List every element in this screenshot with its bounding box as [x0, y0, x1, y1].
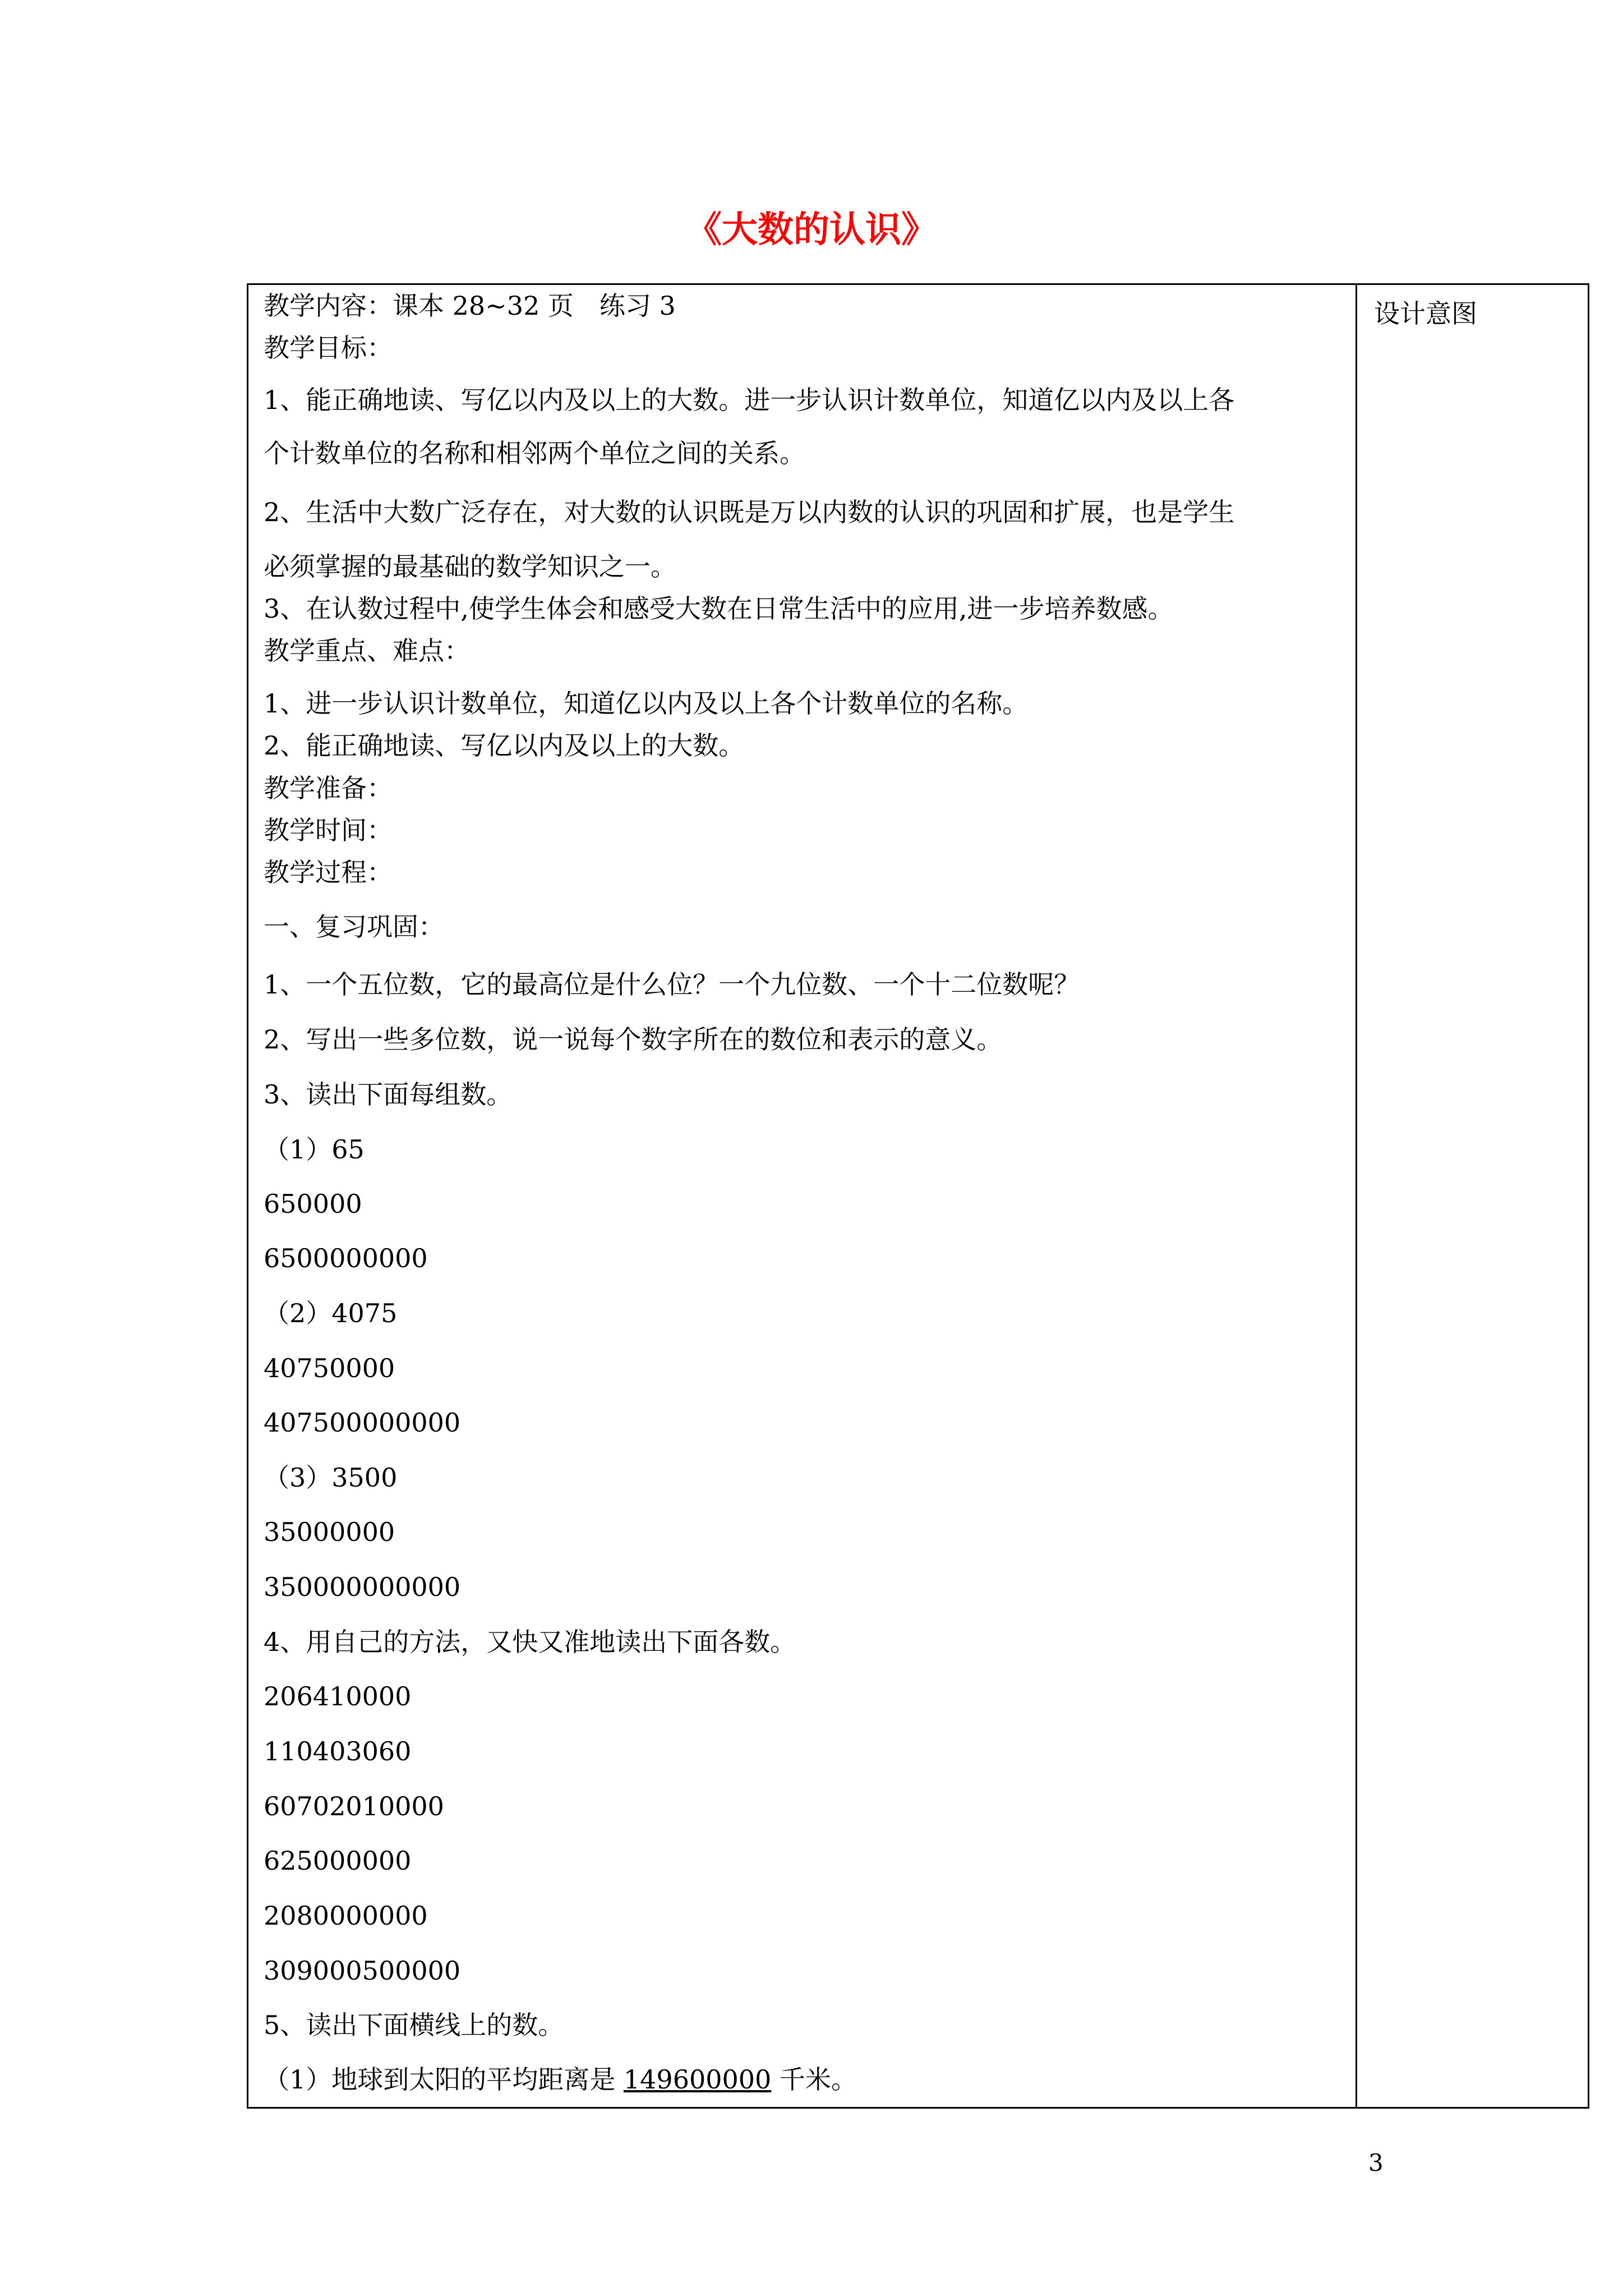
question-4-number-1: 206410000 — [264, 1681, 412, 1711]
review-question-2: 2、写出一些多位数，说一说每个数字所在的数位和表示的意义。 — [264, 1024, 1003, 1055]
question-5-item-1-suffix: 千米。 — [771, 2064, 857, 2095]
group-2-number-3: 407500000000 — [264, 1407, 461, 1438]
question-4-number-6: 309000500000 — [264, 1955, 461, 1986]
teaching-preparation: 教学准备： — [264, 773, 393, 803]
question-4-number-2: 110403060 — [264, 1736, 412, 1766]
key-point-1: 1、进一步认识计数单位，知道亿以内及以上各个计数单位的名称。 — [264, 688, 1029, 719]
teaching-content-line: 教学内容：课本 28~32 页 练习 3 — [264, 291, 676, 321]
question-4-number-4: 625000000 — [264, 1846, 412, 1876]
goal-3-line: 3、在认数过程中,使学生体会和感受大数在日常生活中的应用,进一步培养数感。 — [264, 593, 1174, 624]
design-intent-header: 设计意图 — [1374, 298, 1477, 329]
goal-2-line-a: 2、生活中大数广泛存在，对大数的认识既是万以内数的认识的巩固和扩展，也是学生 — [264, 497, 1235, 527]
distance-value: 149600000 — [623, 2064, 772, 2095]
review-question-3: 3、读出下面每组数。 — [264, 1079, 513, 1110]
question-5-item-1 — [264, 2064, 857, 2095]
group-1-number-3: 6500000000 — [264, 1243, 428, 1273]
review-heading: 一、复习巩固： — [264, 912, 444, 942]
group-3-number-3: 350000000000 — [264, 1572, 461, 1602]
lesson-content-cell — [248, 285, 1357, 2107]
page-number: 3 — [1368, 2149, 1384, 2177]
question-4-number-5: 2080000000 — [264, 1901, 428, 1931]
key-points-heading: 教学重点、难点： — [264, 636, 470, 666]
document-title: 《大数的认识》 — [686, 209, 937, 251]
group-1-number-2: 650000 — [264, 1189, 362, 1219]
group-2-label: （2）4075 — [264, 1298, 398, 1328]
goal-1-line-a: 1、能正确地读、写亿以内及以上的大数。进一步认识计数单位，知道亿以内及以上各 — [264, 385, 1235, 415]
teaching-goals-heading: 教学目标： — [264, 333, 393, 363]
group-2-number-2: 40750000 — [264, 1353, 395, 1383]
design-intent-cell — [1357, 285, 1588, 2107]
goal-2-line-b: 必须掌握的最基础的数学知识之一。 — [264, 551, 676, 582]
teaching-process: 教学过程： — [264, 857, 393, 887]
goal-1-line-b: 个计数单位的名称和相邻两个单位之间的关系。 — [264, 438, 805, 468]
group-3-number-2: 35000000 — [264, 1517, 395, 1547]
review-question-5: 5、读出下面横线上的数。 — [264, 2010, 564, 2040]
teaching-time: 教学时间： — [264, 815, 393, 845]
question-4-number-3: 60702010000 — [264, 1791, 444, 1821]
question-5-item-1-prefix: （1）地球到太阳的平均距离是 — [264, 2064, 624, 2095]
lesson-plan-table — [247, 283, 1589, 2109]
group-1-label: （1）65 — [264, 1134, 365, 1165]
review-question-1: 1、一个五位数，它的最高位是什么位？一个九位数、一个十二位数呢？ — [264, 969, 1080, 1000]
key-point-2: 2、能正确地读、写亿以内及以上的大数。 — [264, 730, 745, 761]
review-question-4: 4、用自己的方法，又快又准地读出下面各数。 — [264, 1627, 796, 1657]
group-3-label: （3）3500 — [264, 1462, 398, 1493]
